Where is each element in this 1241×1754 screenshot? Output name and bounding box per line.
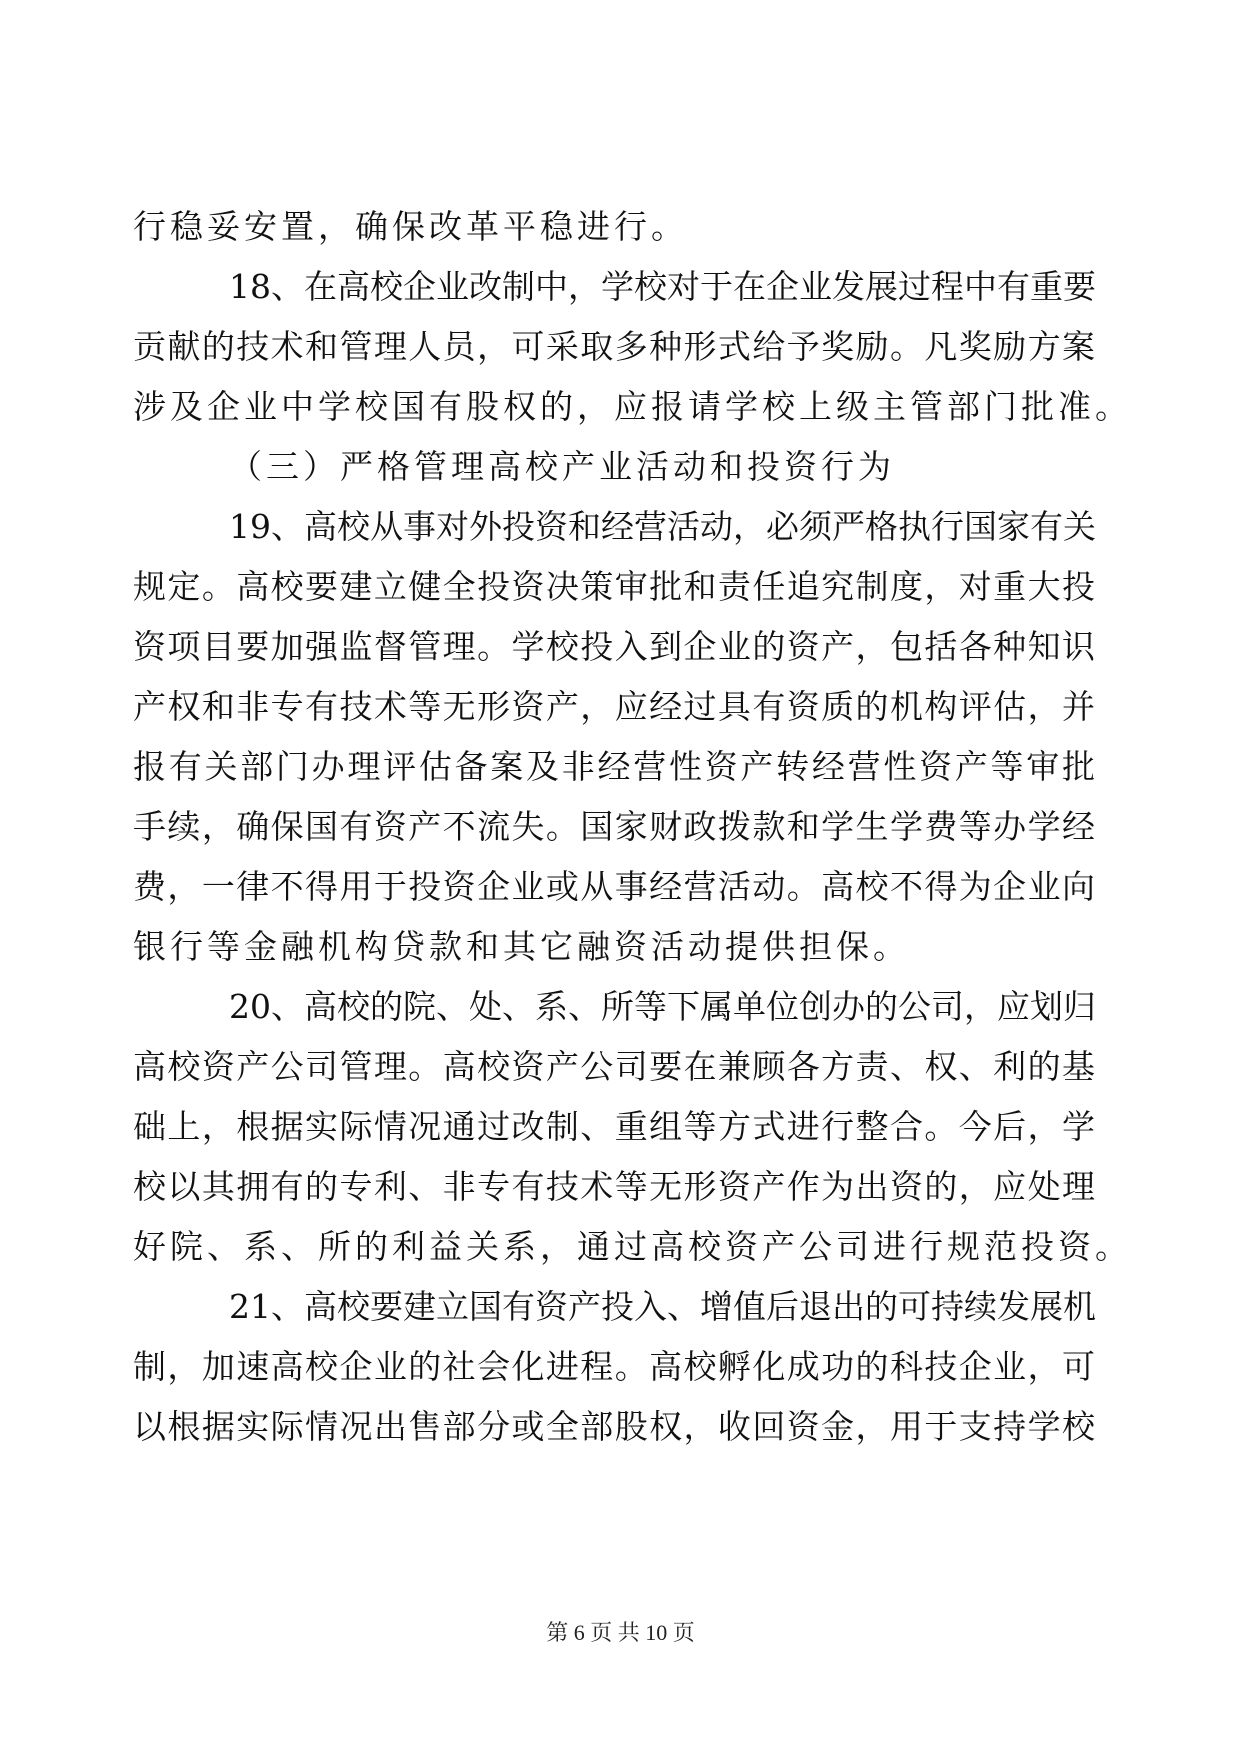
text-line: 报有关部门办理评估备案及非经营性资产转经营性资产等审批	[133, 747, 1095, 786]
text-line: 21、高校要建立国有资产投入、增值后退出的可持续发展机	[229, 1287, 1096, 1326]
paragraph-item-19	[133, 497, 1095, 977]
text-line: 资项目要加强监督管理。学校投入到企业的资产，包括各种知识	[133, 627, 1095, 666]
text-line: 规定。高校要建立健全投资决策审批和责任追究制度，对重大投	[133, 567, 1095, 606]
text-line: 18、在高校企业改制中，学校对于在企业发展过程中有重要	[229, 267, 1096, 306]
text-line: 础上，根据实际情况通过改制、重组等方式进行整合。今后，学	[133, 1107, 1095, 1146]
text-line: 涉及企业中学校国有股权的，应报请学校上级主管部门批准。	[133, 387, 1132, 426]
text-line: 手续，确保国有资产不流失。国家财政拨款和学生学费等办学经	[133, 807, 1095, 846]
page-number-footer: 第 6 页 共 10 页	[546, 1620, 695, 1645]
paragraph-item-20	[133, 977, 1132, 1277]
text-line: 费，一律不得用于投资企业或从事经营活动。高校不得为企业向	[133, 867, 1095, 906]
section-heading	[133, 437, 1095, 497]
text-line: 以根据实际情况出售部分或全部股权，收回资金，用于支持学校	[133, 1407, 1095, 1446]
text-line: 贡献的技术和管理人员，可采取多种形式给予奖励。凡奖励方案	[133, 327, 1095, 366]
text-line: 好院、系、所的利益关系，通过高校资产公司进行规范投资。	[133, 1227, 1132, 1266]
paragraph-continuation	[133, 197, 1095, 257]
text-line: 行稳妥安置，确保改革平稳进行。	[133, 207, 688, 246]
paragraph-item-18	[133, 257, 1132, 437]
text-line: 校以其拥有的专利、非专有技术等无形资产作为出资的，应处理	[133, 1167, 1095, 1206]
paragraph-item-21	[133, 1277, 1095, 1457]
heading-text: （三）严格管理高校产业活动和投资行为	[229, 447, 895, 486]
document-body	[133, 197, 1132, 1457]
text-line: 银行等金融机构贷款和其它融资活动提供担保。	[133, 927, 910, 966]
text-line: 高校资产公司管理。高校资产公司要在兼顾各方责、权、利的基	[133, 1047, 1095, 1086]
text-line: 20、高校的院、处、系、所等下属单位创办的公司，应划归	[229, 987, 1096, 1026]
text-line: 制，加速高校企业的社会化进程。高校孵化成功的科技企业，可	[133, 1347, 1095, 1386]
text-line: 19、高校从事对外投资和经营活动，必须严格执行国家有关	[229, 507, 1096, 546]
text-line: 产权和非专有技术等无形资产，应经过具有资质的机构评估，并	[133, 687, 1095, 726]
